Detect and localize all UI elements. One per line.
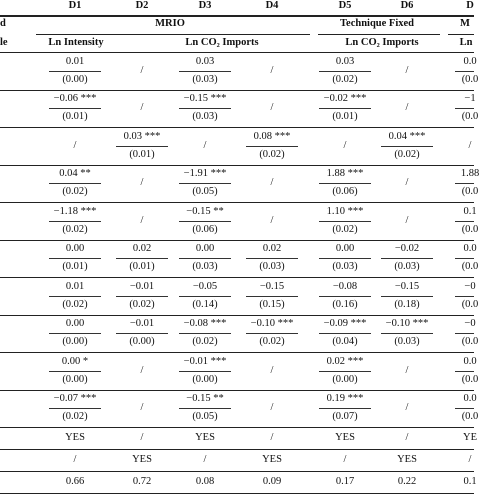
coefficient-value: 0.03 <box>195 55 215 67</box>
standard-error-value: (0.06) <box>192 223 218 235</box>
not-applicable-mark: / <box>140 364 144 376</box>
value-separator-rule <box>319 258 371 259</box>
standard-error-value: (0.03) <box>259 260 285 272</box>
standard-error-value: (0.00) <box>129 335 155 347</box>
coefficient-value: −0.08 *** <box>183 317 227 329</box>
standard-error-value: (0.02) <box>62 185 88 197</box>
not-applicable-mark: / <box>405 176 409 188</box>
standard-error-value: (0.02) <box>332 73 358 85</box>
standard-error-value: (0.03) <box>192 110 218 122</box>
value-separator-rule <box>319 71 371 72</box>
column-header-d4: D4 <box>265 0 279 11</box>
not-applicable-mark: / <box>468 139 472 151</box>
value-separator-rule <box>179 371 231 372</box>
standard-error-value: (0.0 <box>461 260 479 272</box>
value-separator-rule <box>455 333 474 334</box>
coefficient-value: −0.15 <box>394 280 420 292</box>
coefficient-value: 0.08 *** <box>253 130 291 142</box>
coefficient-value: 0.0 <box>463 55 477 67</box>
summary-value: / <box>468 453 472 465</box>
value-separator-rule <box>116 296 168 297</box>
coefficient-value: 0.02 <box>132 242 152 254</box>
coefficient-value: −0.05 <box>192 280 218 292</box>
coefficient-value: −0.06 *** <box>53 92 97 104</box>
summary-value: / <box>270 431 274 443</box>
tech-group-rule <box>318 34 440 35</box>
not-applicable-mark: / <box>405 101 409 113</box>
coefficient-value: −0.01 <box>129 317 155 329</box>
sub-header-d1: Ln Intensity <box>48 36 104 48</box>
coefficient-value: 0.02 *** <box>326 355 364 367</box>
standard-error-value: (0.00) <box>62 373 88 385</box>
value-separator-rule <box>49 333 101 334</box>
standard-error-value: (0.00) <box>62 335 88 347</box>
summary-value: 0.1 <box>463 475 477 487</box>
row-rule <box>0 127 474 128</box>
not-applicable-mark: / <box>203 139 207 151</box>
value-separator-rule <box>179 221 231 222</box>
sub-header-d7: Ln <box>459 36 473 48</box>
value-separator-rule <box>49 71 101 72</box>
not-applicable-mark: / <box>270 401 274 413</box>
summary-value: 0.09 <box>262 475 282 487</box>
standard-error-value: (0.02) <box>192 335 218 347</box>
value-separator-rule <box>455 108 474 109</box>
column-header-d2: D2 <box>135 0 149 11</box>
standard-error-value: (0.15) <box>259 298 285 310</box>
coefficient-value: 0.00 * <box>61 355 89 367</box>
coefficient-value: −0 <box>464 280 476 292</box>
standard-error-value: (0.00) <box>332 373 358 385</box>
value-separator-rule <box>381 333 433 334</box>
coefficient-value: −0.15 ** <box>186 205 224 217</box>
coefficient-value: 0.0 <box>463 242 477 254</box>
value-separator-rule <box>319 408 371 409</box>
value-separator-rule <box>179 296 231 297</box>
coefficient-value: 0.03 <box>335 55 355 67</box>
summary-value: / <box>343 453 347 465</box>
value-separator-rule <box>179 408 231 409</box>
value-separator-rule <box>49 296 101 297</box>
standard-error-value: (0.0 <box>461 298 479 310</box>
standard-error-value: (0.03) <box>332 260 358 272</box>
coefficient-value: −0.02 <box>394 242 420 254</box>
value-separator-rule <box>49 221 101 222</box>
standard-error-value: (0.02) <box>62 223 88 235</box>
standard-error-value: (0.02) <box>62 298 88 310</box>
value-separator-rule <box>179 258 231 259</box>
not-applicable-mark: / <box>343 139 347 151</box>
coefficient-value: 1.10 *** <box>326 205 364 217</box>
not-applicable-mark: / <box>140 401 144 413</box>
not-applicable-mark: / <box>405 401 409 413</box>
not-applicable-mark: / <box>270 101 274 113</box>
value-separator-rule <box>455 296 474 297</box>
coefficient-value: −0.08 <box>332 280 358 292</box>
coefficient-value: 0.01 <box>65 280 85 292</box>
value-separator-rule <box>49 108 101 109</box>
row-rule <box>0 202 474 203</box>
value-separator-rule <box>319 183 371 184</box>
group-header-left: d <box>0 17 6 29</box>
value-separator-rule <box>455 183 474 184</box>
standard-error-value: (0.0 <box>461 373 479 385</box>
value-separator-rule <box>381 296 433 297</box>
standard-error-value: (0.0 <box>461 223 479 235</box>
summary-value: 0.72 <box>132 475 152 487</box>
value-separator-rule <box>455 371 474 372</box>
coefficient-value: 0.03 *** <box>123 130 161 142</box>
summary-value: 0.22 <box>397 475 417 487</box>
coefficient-value: −0.15 <box>259 280 285 292</box>
column-header-d1: D1 <box>68 0 82 11</box>
coefficient-value: 0.0 <box>463 392 477 404</box>
row-rule <box>0 449 474 450</box>
standard-error-value: (0.05) <box>192 185 218 197</box>
value-separator-rule <box>455 71 474 72</box>
value-separator-rule <box>49 408 101 409</box>
value-separator-rule <box>116 333 168 334</box>
row-rule <box>0 240 474 241</box>
standard-error-value: (0.01) <box>332 110 358 122</box>
value-separator-rule <box>179 183 231 184</box>
coefficient-value: −0.15 ** <box>186 392 224 404</box>
row-rule <box>0 165 474 166</box>
group-header-mrio: MRIO <box>155 17 185 29</box>
summary-value: YES <box>132 453 152 465</box>
mrio-group-rule <box>36 34 310 35</box>
standard-error-value: (0.01) <box>62 260 88 272</box>
coefficient-value: −0.01 <box>129 280 155 292</box>
not-applicable-mark: / <box>140 176 144 188</box>
value-separator-rule <box>455 408 474 409</box>
coefficient-value: 1.88 *** <box>326 167 364 179</box>
coefficient-value: 0.1 <box>463 205 477 217</box>
standard-error-value: (0.03) <box>394 260 420 272</box>
sub-header-d3: Ln CO₂ Imports <box>185 36 259 48</box>
coefficient-value: 0.02 <box>262 242 282 254</box>
coefficient-value: 0.04 ** <box>59 167 91 179</box>
not-applicable-mark: / <box>270 176 274 188</box>
coefficient-value: 0.01 <box>65 55 85 67</box>
standard-error-value: (0.14) <box>192 298 218 310</box>
coefficient-value: −1.91 *** <box>183 167 227 179</box>
sub-header-d5: Ln CO₂ Imports <box>345 36 419 48</box>
standard-error-value: (0.02) <box>394 148 420 160</box>
coefficient-value: −0.09 *** <box>323 317 367 329</box>
not-applicable-mark: / <box>140 214 144 226</box>
value-separator-rule <box>49 183 101 184</box>
column-header-d6: D6 <box>400 0 414 11</box>
summary-value: / <box>140 431 144 443</box>
not-applicable-mark: / <box>140 101 144 113</box>
column-header-d3: D3 <box>198 0 212 11</box>
standard-error-value: (0.01) <box>62 110 88 122</box>
value-separator-rule <box>179 333 231 334</box>
not-applicable-mark: / <box>270 364 274 376</box>
standard-error-value: (0.06) <box>332 185 358 197</box>
summary-value: YES <box>195 431 215 443</box>
standard-error-value: (0.03) <box>192 260 218 272</box>
sub-header-rule <box>0 52 474 53</box>
value-separator-rule <box>319 108 371 109</box>
not-applicable-mark: / <box>73 139 77 151</box>
coefficient-value: 0.00 <box>65 242 85 254</box>
row-rule <box>0 90 474 91</box>
summary-value: / <box>405 431 409 443</box>
coefficient-value: 0.19 *** <box>326 392 364 404</box>
value-separator-rule <box>246 146 298 147</box>
coefficient-value: −1 <box>464 92 476 104</box>
coefficient-value: −0.01 *** <box>183 355 227 367</box>
value-separator-rule <box>246 258 298 259</box>
not-applicable-mark: / <box>270 214 274 226</box>
summary-value: / <box>73 453 77 465</box>
group-header-tech: Technique Fixed <box>339 17 415 29</box>
coefficient-value: −0 <box>464 317 476 329</box>
standard-error-value: (0.01) <box>129 148 155 160</box>
coefficient-value: −0.02 *** <box>323 92 367 104</box>
coefficient-value: 0.00 <box>335 242 355 254</box>
standard-error-value: (0.00) <box>62 73 88 85</box>
standard-error-value: (0.02) <box>332 223 358 235</box>
summary-value: YES <box>335 431 355 443</box>
standard-error-value: (0.00) <box>192 373 218 385</box>
standard-error-value: (0.04) <box>332 335 358 347</box>
standard-error-value: (0.02) <box>259 148 285 160</box>
coefficient-value: 0.0 <box>463 355 477 367</box>
standard-error-value: (0.0 <box>461 410 479 422</box>
value-separator-rule <box>455 258 474 259</box>
coefficient-value: 0.00 <box>195 242 215 254</box>
not-applicable-mark: / <box>140 64 144 76</box>
standard-error-value: (0.0 <box>461 185 479 197</box>
value-separator-rule <box>246 296 298 297</box>
standard-error-value: (0.0 <box>461 335 479 347</box>
coefficient-value: −0.10 *** <box>250 317 294 329</box>
summary-value: / <box>203 453 207 465</box>
summary-value: 0.08 <box>195 475 215 487</box>
value-separator-rule <box>319 371 371 372</box>
not-applicable-mark: / <box>405 214 409 226</box>
standard-error-value: (0.18) <box>394 298 420 310</box>
value-separator-rule <box>49 258 101 259</box>
row-rule <box>0 427 474 428</box>
not-applicable-mark: / <box>405 364 409 376</box>
standard-error-value: (0.02) <box>129 298 155 310</box>
value-separator-rule <box>319 333 371 334</box>
row-rule <box>0 352 474 353</box>
value-separator-rule <box>455 221 474 222</box>
standard-error-value: (0.05) <box>192 410 218 422</box>
row-rule <box>0 471 474 472</box>
m-group-rule <box>448 34 474 35</box>
standard-error-value: (0.16) <box>332 298 358 310</box>
standard-error-value: (0.03) <box>394 335 420 347</box>
row-rule <box>0 315 474 316</box>
value-separator-rule <box>319 221 371 222</box>
value-separator-rule <box>319 296 371 297</box>
summary-value: 0.17 <box>335 475 355 487</box>
standard-error-value: (0.07) <box>332 410 358 422</box>
standard-error-value: (0.0 <box>461 73 479 85</box>
coefficient-value: 0.04 *** <box>388 130 426 142</box>
standard-error-value: (0.02) <box>259 335 285 347</box>
sub-header-left: le <box>0 36 8 48</box>
standard-error-value: (0.03) <box>192 73 218 85</box>
value-separator-rule <box>116 258 168 259</box>
summary-value: YES <box>262 453 282 465</box>
value-separator-rule <box>179 108 231 109</box>
standard-error-value: (0.02) <box>62 410 88 422</box>
column-header-d5: D5 <box>338 0 352 11</box>
value-separator-rule <box>49 371 101 372</box>
summary-value: 0.66 <box>65 475 85 487</box>
coefficient-value: −1.18 *** <box>53 205 97 217</box>
coefficient-value: 0.00 <box>65 317 85 329</box>
coefficient-value: 1.88 <box>460 167 479 179</box>
standard-error-value: (0.0 <box>461 110 479 122</box>
not-applicable-mark: / <box>270 64 274 76</box>
value-separator-rule <box>246 333 298 334</box>
value-separator-rule <box>381 258 433 259</box>
value-separator-rule <box>179 71 231 72</box>
value-separator-rule <box>381 146 433 147</box>
value-separator-rule <box>116 146 168 147</box>
not-applicable-mark: / <box>405 64 409 76</box>
coefficient-value: −0.10 *** <box>385 317 429 329</box>
summary-value: YE <box>463 431 477 443</box>
coefficient-value: −0.07 *** <box>53 392 97 404</box>
row-rule <box>0 390 474 391</box>
header-top-rule <box>0 15 474 17</box>
column-header-d7: D <box>466 0 474 11</box>
coefficient-value: −0.15 *** <box>183 92 227 104</box>
group-header-m: M <box>460 17 470 29</box>
summary-value: YES <box>397 453 417 465</box>
summary-value: YES <box>65 431 85 443</box>
standard-error-value: (0.01) <box>129 260 155 272</box>
row-rule <box>0 277 474 278</box>
